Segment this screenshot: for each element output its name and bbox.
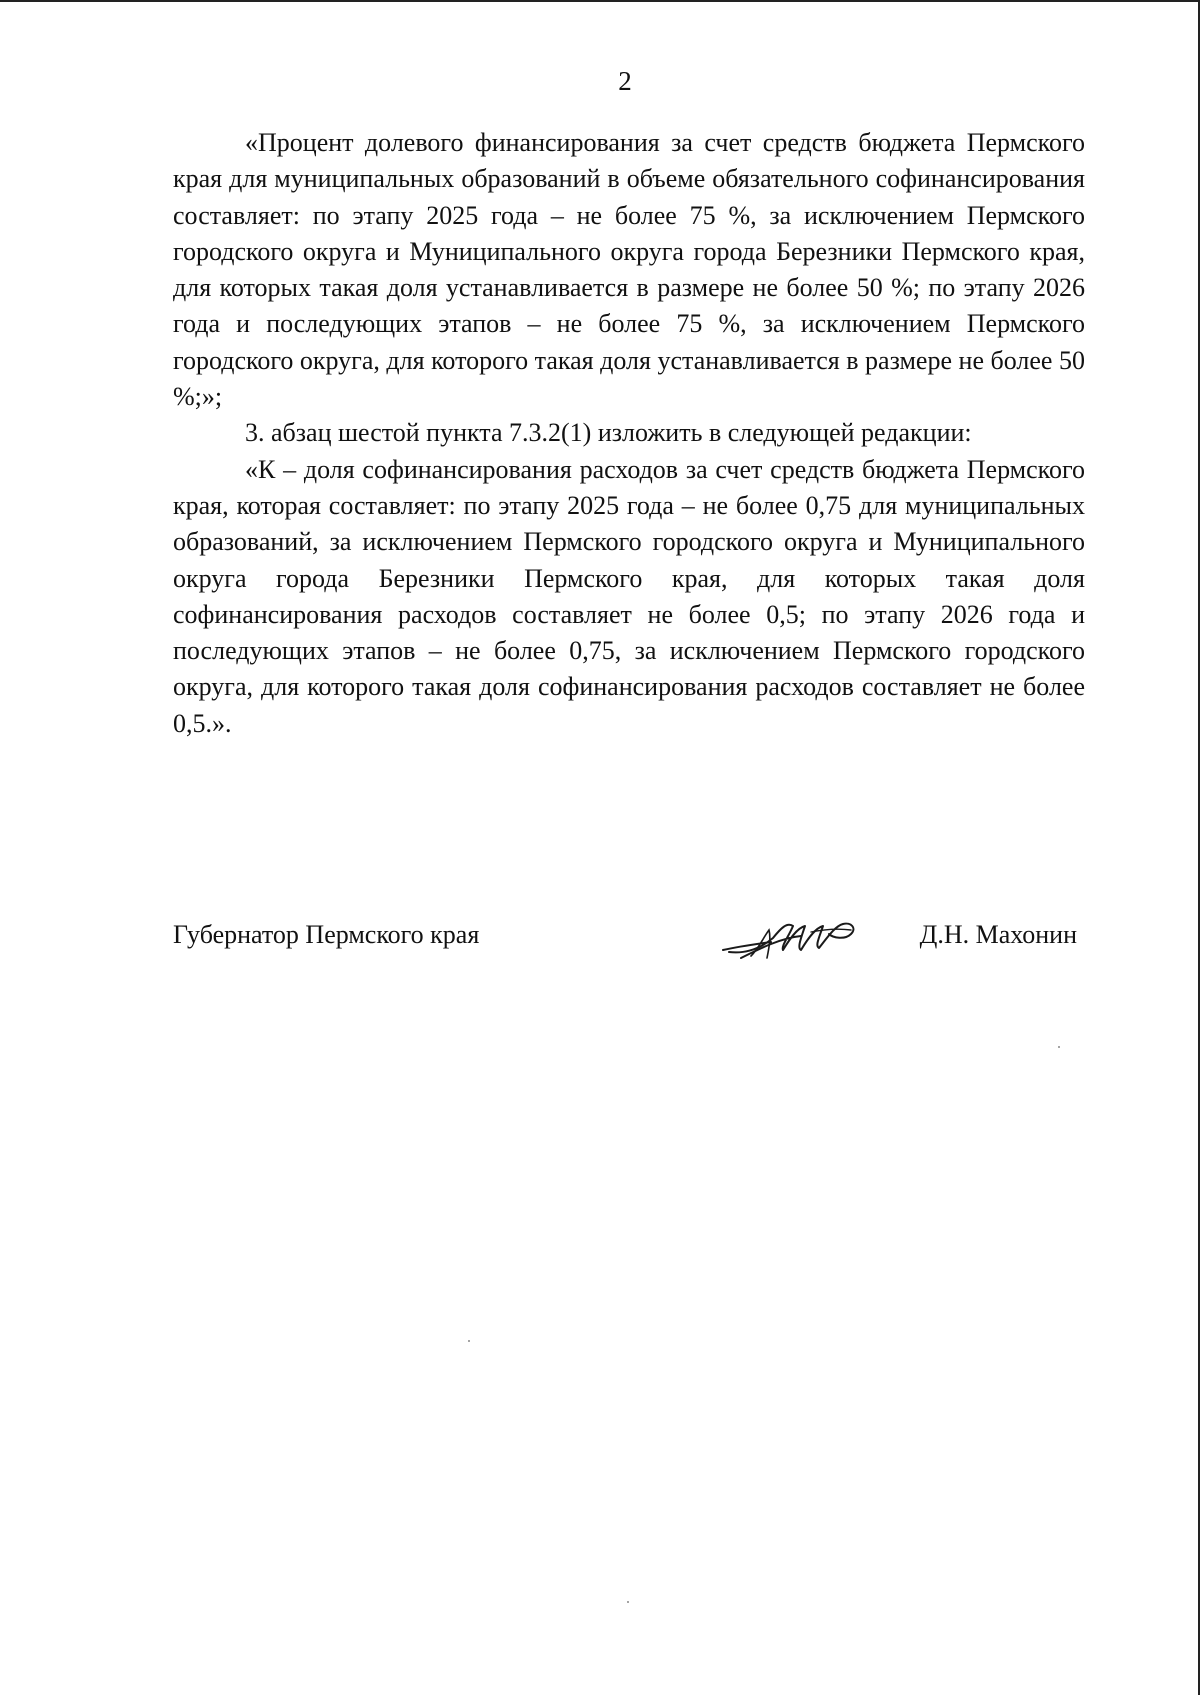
signer-name: Д.Н. Махонин <box>919 920 1077 949</box>
signature-block <box>173 910 1085 970</box>
scan-edge-top <box>0 0 1200 2</box>
document-body <box>173 125 1085 742</box>
paragraph-cofinancing-share: «К – доля софинансирования расходов за счет средств бюджета Пермского края, которая составляет: по этапу 2025 года – не более 0,75 для муниципальных образований, за исключением Пермского городского округа и Муниципального округа города Березники Пермского края, для которых такая доля софинансирования расходов составляет не более 0,5; по этапу 2026 года и последующих этапов – не более 0,75, за исключением Пермского городского округа, для которого такая доля софинансирования расходов составляет не более 0,5.». <box>173 454 1085 738</box>
paragraph-amendment-item-3: 3. абзац шестой пункта 7.3.2(1) изложить в следующей редакции: <box>245 418 972 448</box>
handwritten-signature <box>711 908 871 968</box>
paragraph-percent-share: «Процент долевого финансирования за счет средств бюджета Пермского края для муниципальных образований в объеме обязательного софинансирования составляет: по этапу 2025 года – не более 75 %, за исключением Пермского городского округа и Муниципального округа города Березники Пермского края, для которых такая доля устанавливается в размере не более 50 %; по этапу 2026 года и последующих этапов – не более 75 %, за исключением Пермского городского округа, для которого такая доля устанавливается в размере не более 50 %;»; <box>173 128 1085 412</box>
scan-speck <box>627 1601 629 1603</box>
signer-title: Губернатор Пермского края <box>173 920 480 949</box>
scan-speck <box>468 1340 470 1342</box>
page-number: 2 <box>618 66 632 96</box>
scan-speck <box>1058 1046 1060 1048</box>
